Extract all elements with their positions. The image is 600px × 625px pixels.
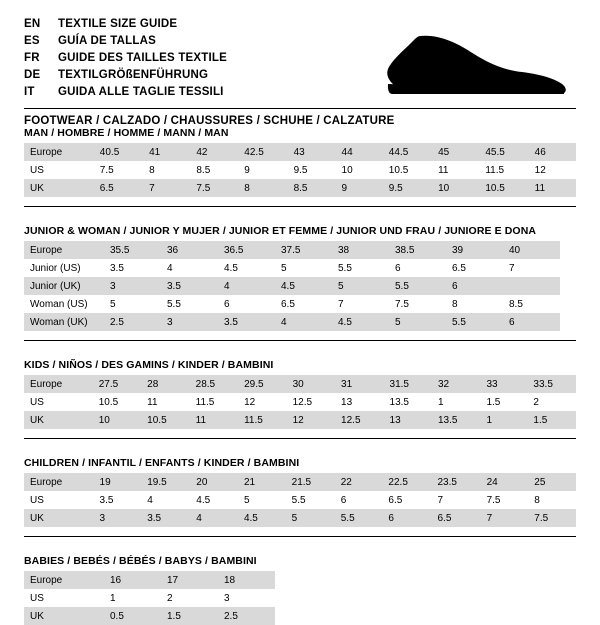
size-cell: 12 [529, 161, 576, 179]
size-cell: 1.5 [527, 411, 576, 429]
size-cell: 20 [190, 473, 238, 491]
header-divider [24, 108, 576, 109]
row-label: Europe [24, 571, 104, 589]
size-cell: 12.5 [335, 411, 383, 429]
size-cell: 43 [288, 143, 336, 161]
size-cell: 5 [104, 295, 161, 313]
size-cell: 8.5 [503, 295, 560, 313]
size-cell: 33 [480, 375, 527, 393]
size-cell: 5.5 [332, 259, 389, 277]
size-cell: 6.5 [275, 295, 332, 313]
size-cell: 11 [141, 393, 189, 411]
table-row [24, 473, 576, 491]
size-cell: 8 [528, 491, 576, 509]
size-cell: 23.5 [432, 473, 481, 491]
size-cell: 11.5 [190, 393, 238, 411]
size-cell: 46 [529, 143, 576, 161]
size-cell: 3 [161, 313, 218, 331]
size-cell: 7.5 [389, 295, 446, 313]
row-label: Europe [24, 375, 93, 393]
row-label: Europe [24, 473, 94, 491]
size-cell: 13.5 [432, 411, 480, 429]
size-cell: 9 [336, 179, 383, 197]
row-label: UK [24, 509, 94, 527]
size-cell: 5 [238, 491, 286, 509]
table-row [24, 143, 576, 161]
language-title: TEXTILE SIZE GUIDE [58, 18, 178, 30]
size-cell: 7 [432, 491, 481, 509]
size-cell: 11 [432, 161, 479, 179]
size-cell: 29.5 [238, 375, 286, 393]
size-cell: 19 [94, 473, 142, 491]
size-cell: 22 [335, 473, 383, 491]
document-header [24, 16, 576, 127]
size-cell: 4.5 [218, 259, 275, 277]
size-cell: 10.5 [479, 179, 528, 197]
size-cell: 6.5 [382, 491, 431, 509]
size-cell: 7 [503, 259, 560, 277]
size-cell: 8.5 [288, 179, 336, 197]
size-cell: 13 [384, 411, 432, 429]
category-heading: FOOTWEAR / CALZADO / CHAUSSURES / SCHUHE / CALZATURE [24, 115, 395, 127]
size-table-title: CHILDREN / INFANTIL / ENFANTS / KINDER / BAMBINI [24, 457, 300, 469]
size-cell: 4 [275, 313, 332, 331]
size-cell: 12 [238, 393, 286, 411]
table-row [24, 375, 576, 393]
size-cell: 25 [528, 473, 576, 491]
size-table-block [24, 457, 576, 537]
size-cell: 7.5 [481, 491, 529, 509]
size-cell: 38 [332, 241, 389, 259]
size-cell: 10.5 [141, 411, 189, 429]
size-table-block [24, 127, 576, 207]
size-cell: 7.5 [190, 179, 238, 197]
table-row [24, 571, 275, 589]
size-cell: 10 [93, 411, 141, 429]
size-cell: 3.5 [94, 491, 142, 509]
size-cell: 1 [104, 589, 161, 607]
size-cell: 4 [141, 491, 190, 509]
row-label: Europe [24, 143, 94, 161]
size-cell: 11 [190, 411, 238, 429]
size-cell: 12.5 [287, 393, 335, 411]
size-cell: 6.5 [94, 179, 143, 197]
size-cell: 6 [382, 509, 431, 527]
size-cell [503, 277, 560, 295]
row-label: Junior (UK) [24, 277, 104, 295]
language-title: TEXTILGRÖßENFÜHRUNG [58, 69, 209, 81]
table-divider [24, 536, 576, 537]
size-cell: 7.5 [94, 161, 143, 179]
size-cell: 3 [104, 277, 161, 295]
size-table [24, 143, 576, 197]
row-label: UK [24, 179, 94, 197]
table-row [24, 295, 560, 313]
size-cell: 35.5 [104, 241, 161, 259]
row-label: US [24, 393, 93, 411]
size-cell: 9.5 [288, 161, 336, 179]
size-cell: 4.5 [238, 509, 286, 527]
table-row [24, 607, 275, 625]
language-title: GUÍA DE TALLAS [58, 35, 156, 47]
size-table [24, 473, 576, 527]
size-cell: 4.5 [190, 491, 238, 509]
row-label: UK [24, 411, 93, 429]
size-cell: 31.5 [384, 375, 432, 393]
size-cell: 39 [446, 241, 503, 259]
size-cell: 21.5 [286, 473, 335, 491]
size-cell: 8 [446, 295, 503, 313]
size-cell: 2 [527, 393, 576, 411]
table-row [24, 393, 576, 411]
size-cell: 17 [161, 571, 218, 589]
size-cell: 5.5 [161, 295, 218, 313]
size-table-block [24, 225, 576, 341]
size-cell: 10.5 [93, 393, 141, 411]
table-row [24, 509, 576, 527]
table-row [24, 313, 560, 331]
size-cell: 5.5 [286, 491, 335, 509]
size-cell: 3.5 [161, 277, 218, 295]
size-cell: 5.5 [446, 313, 503, 331]
size-cell: 4 [218, 277, 275, 295]
size-cell: 4 [190, 509, 238, 527]
size-cell: 22.5 [382, 473, 431, 491]
size-table-title: MAN / HOMBRE / HOMME / MANN / MAN [24, 127, 229, 139]
size-cell: 2.5 [104, 313, 161, 331]
size-cell: 7.5 [528, 509, 576, 527]
size-cell: 6 [389, 259, 446, 277]
size-cell: 27.5 [93, 375, 141, 393]
size-cell: 19.5 [141, 473, 190, 491]
size-cell: 44 [336, 143, 383, 161]
size-cell: 4.5 [332, 313, 389, 331]
size-table [24, 571, 275, 625]
size-cell: 36.5 [218, 241, 275, 259]
row-label: US [24, 589, 104, 607]
size-cell: 38.5 [389, 241, 446, 259]
language-code: EN [24, 18, 41, 30]
size-cell: 11.5 [238, 411, 286, 429]
size-cell: 3.5 [141, 509, 190, 527]
size-cell: 7 [143, 179, 190, 197]
size-cell: 13.5 [384, 393, 432, 411]
size-cell: 11.5 [479, 161, 528, 179]
size-cell: 13 [335, 393, 383, 411]
table-row [24, 277, 560, 295]
size-cell: 7 [332, 295, 389, 313]
size-cell: 11 [529, 179, 576, 197]
row-label: Woman (US) [24, 295, 104, 313]
size-cell: 12 [287, 411, 335, 429]
size-cell: 21 [238, 473, 286, 491]
size-tables [24, 127, 576, 625]
size-cell: 33.5 [527, 375, 576, 393]
size-cell: 6.5 [432, 509, 481, 527]
row-label: US [24, 161, 94, 179]
size-cell: 6.5 [446, 259, 503, 277]
row-label: Woman (UK) [24, 313, 104, 331]
row-label: US [24, 491, 94, 509]
table-row [24, 411, 576, 429]
size-cell: 3 [218, 589, 275, 607]
size-cell: 10.5 [383, 161, 432, 179]
size-cell: 4.5 [275, 277, 332, 295]
size-cell: 3.5 [104, 259, 161, 277]
row-label: Junior (US) [24, 259, 104, 277]
row-label: UK [24, 607, 104, 625]
size-cell: 5.5 [389, 277, 446, 295]
language-title: GUIDE DES TAILLES TEXTILE [58, 52, 227, 64]
size-cell: 45 [432, 143, 479, 161]
size-table [24, 241, 560, 331]
size-cell: 16 [104, 571, 161, 589]
table-row [24, 491, 576, 509]
size-cell: 5 [275, 259, 332, 277]
size-cell: 6 [446, 277, 503, 295]
size-cell: 10 [432, 179, 479, 197]
size-cell: 18 [218, 571, 275, 589]
size-cell: 36 [161, 241, 218, 259]
size-cell: 3.5 [218, 313, 275, 331]
size-cell: 30 [287, 375, 335, 393]
size-cell: 6 [218, 295, 275, 313]
size-cell: 8 [238, 179, 287, 197]
language-code: FR [24, 52, 40, 64]
size-cell: 0.5 [104, 607, 161, 625]
size-table-title: BABIES / BEBÉS / BÉBÉS / BABYS / BAMBINI [24, 555, 257, 567]
size-cell: 42 [190, 143, 238, 161]
table-row [24, 259, 560, 277]
table-divider [24, 438, 576, 439]
size-table-block [24, 359, 576, 439]
size-cell: 37.5 [275, 241, 332, 259]
size-cell: 1.5 [480, 393, 527, 411]
size-cell: 8 [143, 161, 190, 179]
size-cell: 24 [481, 473, 529, 491]
size-table-block [24, 555, 576, 625]
language-code: DE [24, 69, 41, 81]
table-row [24, 241, 560, 259]
language-code: ES [24, 35, 40, 47]
size-cell: 9.5 [383, 179, 432, 197]
dress-shoe-icon [378, 28, 568, 98]
size-cell: 1 [432, 393, 480, 411]
size-cell: 10 [336, 161, 383, 179]
size-table-title: JUNIOR & WOMAN / JUNIOR Y MUJER / JUNIOR ET FEMME / JUNIOR UND FRAU / JUNIORE E DONA [24, 225, 537, 237]
size-cell: 28 [141, 375, 189, 393]
size-cell: 9 [238, 161, 287, 179]
size-cell: 40 [503, 241, 560, 259]
size-cell: 6 [503, 313, 560, 331]
size-table-title: KIDS / NIÑOS / DES GAMINS / KINDER / BAMBINI [24, 359, 274, 371]
size-cell: 45.5 [479, 143, 528, 161]
table-row [24, 589, 275, 607]
table-divider [24, 206, 576, 207]
size-cell: 40.5 [94, 143, 143, 161]
row-label: Europe [24, 241, 104, 259]
size-cell: 6 [335, 491, 383, 509]
size-cell: 8.5 [190, 161, 238, 179]
size-cell: 4 [161, 259, 218, 277]
size-cell: 5 [389, 313, 446, 331]
size-cell: 3 [94, 509, 142, 527]
size-cell: 5.5 [335, 509, 383, 527]
size-cell: 28.5 [190, 375, 238, 393]
language-title: GUIDA ALLE TAGLIE TESSILI [58, 86, 224, 98]
size-cell: 2 [161, 589, 218, 607]
language-code: IT [24, 86, 35, 98]
size-cell: 2.5 [218, 607, 275, 625]
size-cell: 5 [286, 509, 335, 527]
table-row [24, 161, 576, 179]
size-cell: 5 [332, 277, 389, 295]
size-cell: 1.5 [161, 607, 218, 625]
table-row [24, 179, 576, 197]
size-cell: 42.5 [238, 143, 287, 161]
size-cell: 31 [335, 375, 383, 393]
size-cell: 1 [480, 411, 527, 429]
size-table [24, 375, 576, 429]
table-divider [24, 340, 576, 341]
size-cell: 41 [143, 143, 190, 161]
size-cell: 7 [481, 509, 529, 527]
size-cell: 44.5 [383, 143, 432, 161]
size-cell: 32 [432, 375, 480, 393]
